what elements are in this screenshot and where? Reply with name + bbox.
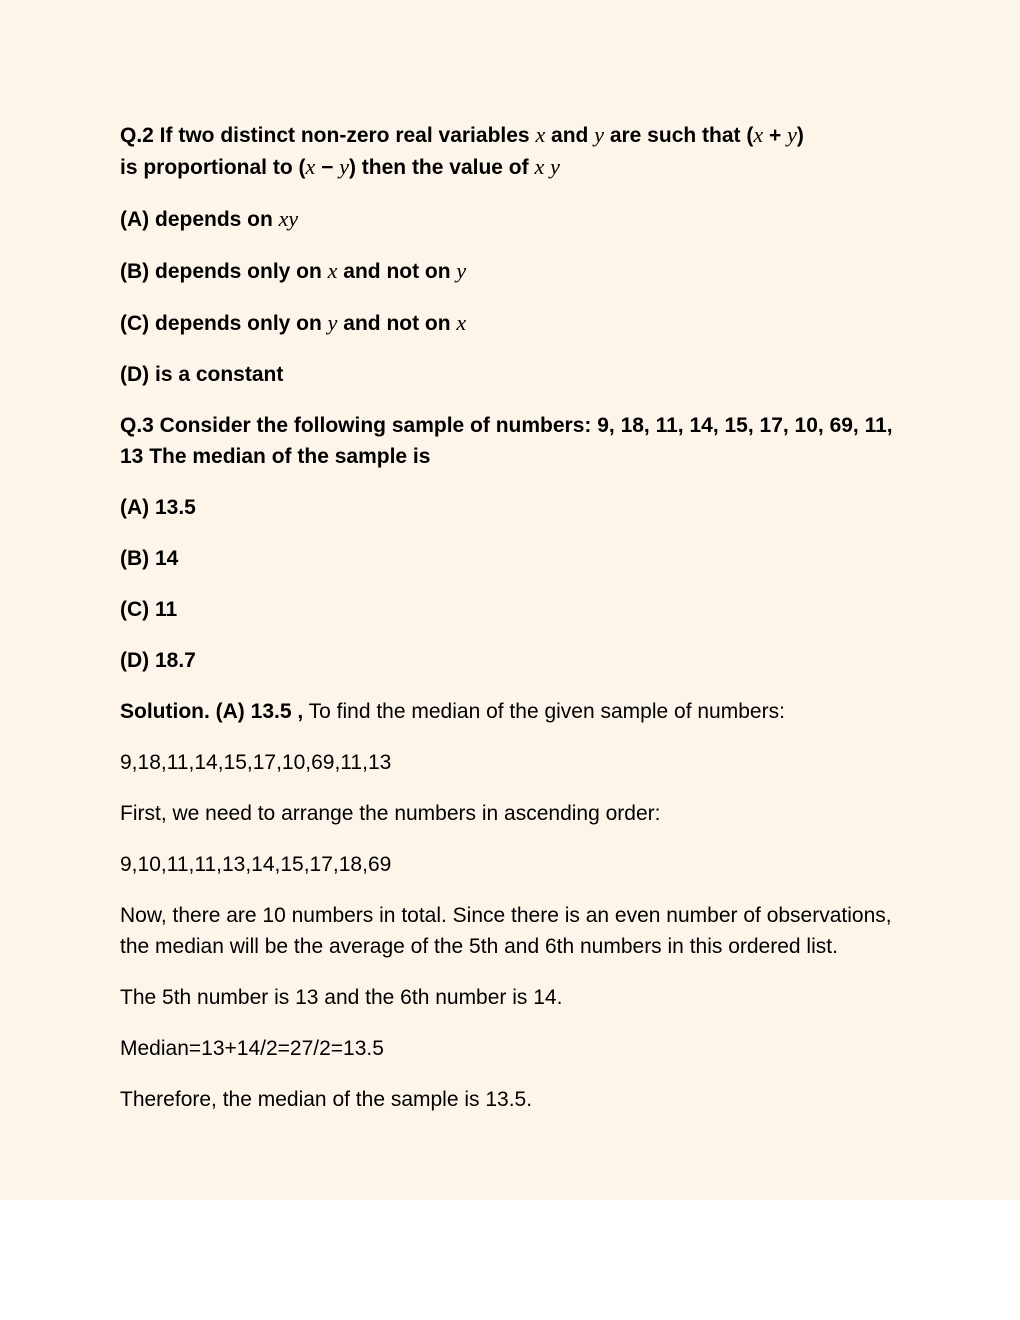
math-var: y [456, 258, 467, 283]
q3-option-a: (A) 13.5 [120, 496, 196, 519]
math-var: x [535, 122, 546, 147]
solution-sorted: 9,10,11,11,13,14,15,17,18,69 [120, 853, 392, 876]
solution-step-1: First, we need to arrange the numbers in ascending order: [120, 802, 661, 825]
solution-conclusion: Therefore, the median of the sample is 13.5. [120, 1088, 533, 1111]
math-var: y [787, 122, 797, 147]
q2-option-d: (D) is a constant [120, 363, 284, 386]
math-var: x [456, 310, 467, 335]
math-var: x [753, 122, 764, 147]
q3-option-b: (B) 14 [120, 547, 179, 570]
q2-option-a: (A) depends on xy [120, 206, 299, 231]
math-var: x [534, 154, 545, 179]
question-3-text: Q.3 Consider the following sample of numbers: 9, 18, 11, 14, 15, 17, 10, 69, 11, 13 The median of the sample is [120, 414, 893, 468]
question-2-text: Q.2 If two distinct non-zero real variables x and y are such that (x + y) is proportional to (x − y) then the value of x y [120, 122, 804, 179]
q3-option-d: (D) 18.7 [120, 649, 196, 672]
math-var: x [327, 258, 338, 283]
math-var: y [327, 310, 338, 335]
solution-step-3: The 5th number is 13 and the 6th number is 14. [120, 986, 563, 1009]
solution-sample: 9,18,11,14,15,17,10,69,11,13 [120, 751, 392, 774]
solution-step-2: Now, there are 10 numbers in total. Since there is an even number of observations, the median will be the average of the 5th and 6th numbers in this ordered list. [120, 904, 892, 958]
q3-option-c: (C) 11 [120, 598, 178, 621]
solution-intro: Solution. (A) 13.5 , To find the median of the given sample of numbers: [120, 700, 785, 723]
q2-option-c: (C) depends only on y and not on x [120, 310, 467, 335]
math-var: y [594, 122, 604, 147]
math-var: y [339, 154, 349, 179]
math-var: xy [278, 206, 299, 231]
q2-option-b: (B) depends only on x and not on y [120, 258, 467, 283]
document-content [120, 119, 900, 1135]
solution-formula: Median=13+14/2=27/2=13.5 [120, 1037, 384, 1060]
solution-heading: Solution. (A) 13.5 , [120, 700, 304, 723]
math-var: y [550, 154, 560, 179]
math-var: x [305, 154, 316, 179]
